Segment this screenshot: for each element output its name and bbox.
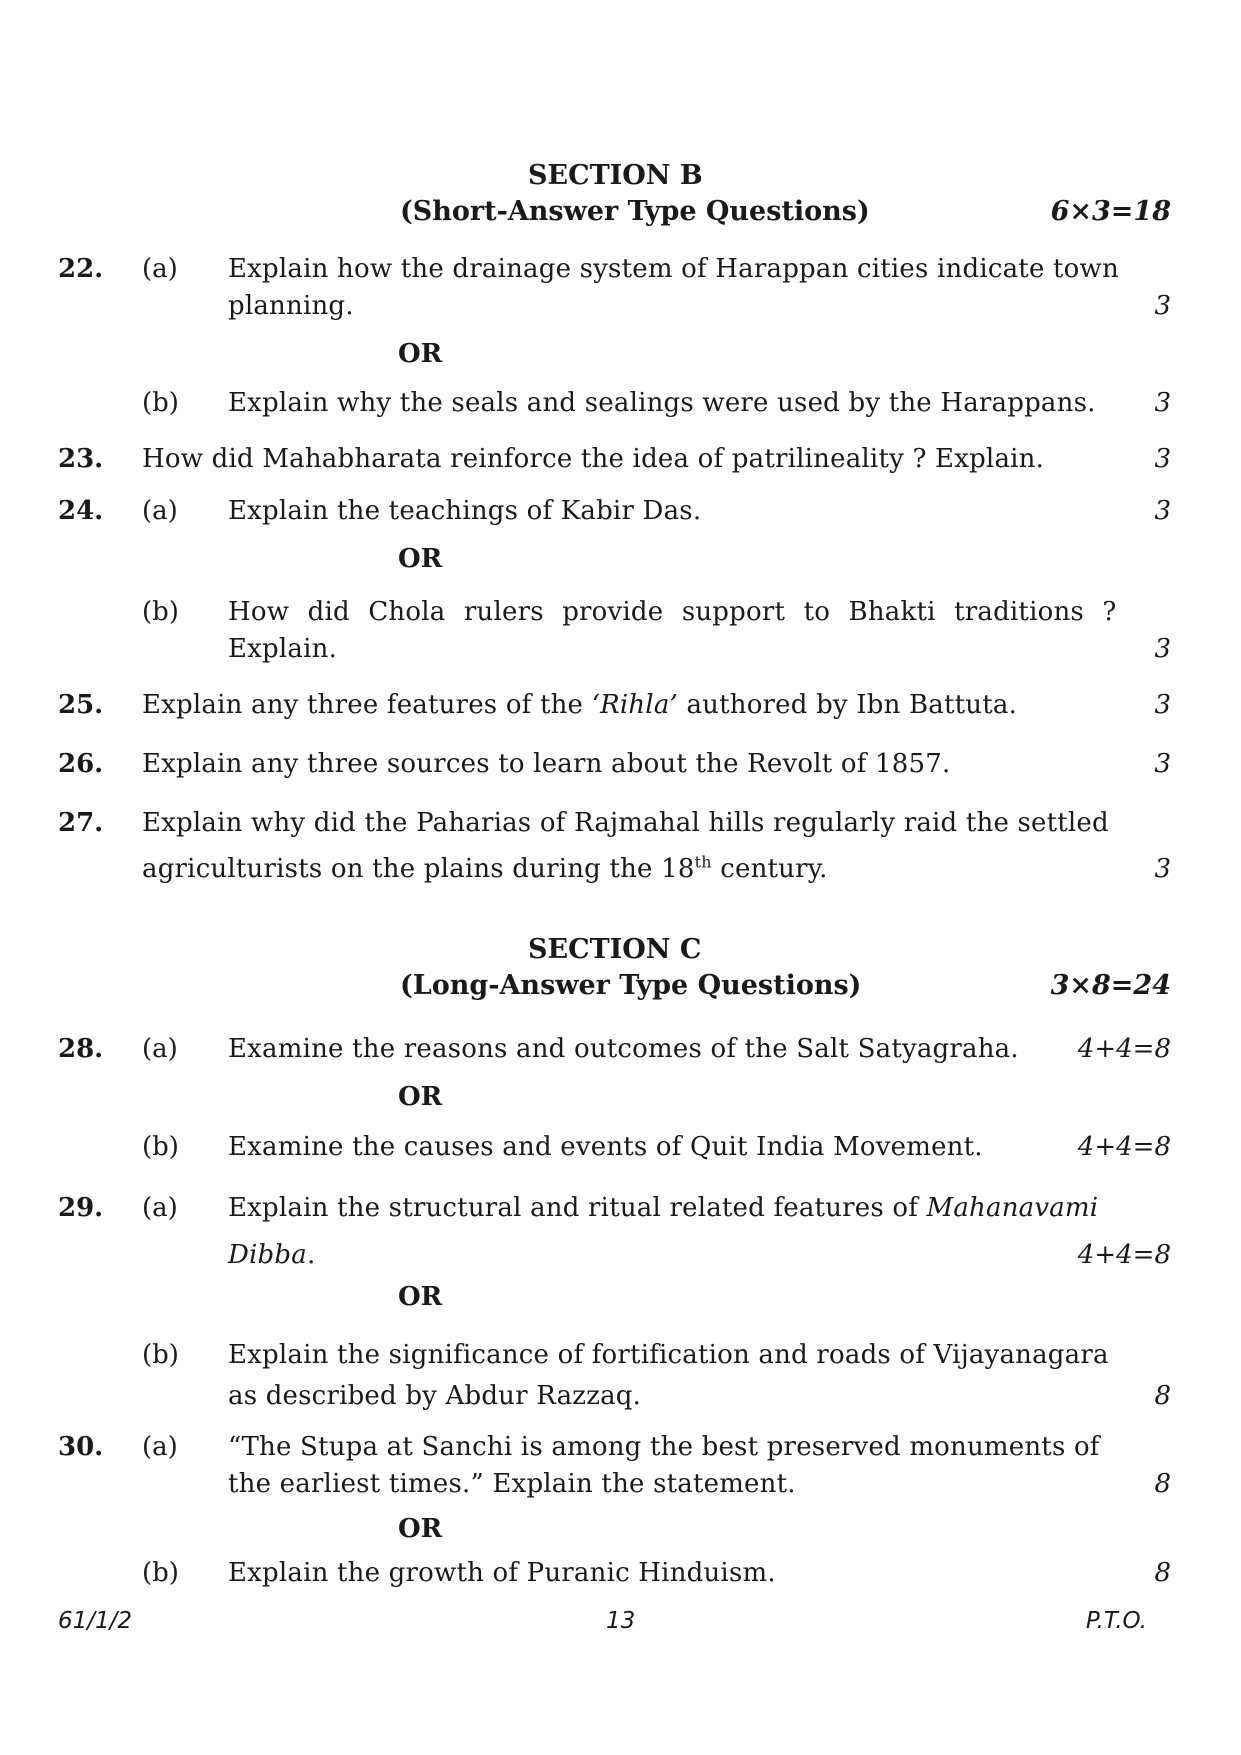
q30-a-marks: 8 bbox=[1154, 1469, 1171, 1499]
q29-a-marks: 4+4=8 bbox=[1077, 1240, 1171, 1270]
q25-marks: 3 bbox=[1154, 690, 1171, 720]
question-number-30: 30. bbox=[58, 1432, 104, 1462]
q27-line1: Explain why did the Paharias of Rajmahal hills regularly raid the settled bbox=[142, 808, 1109, 838]
q25-text bbox=[142, 690, 1017, 720]
section-c-title: SECTION C bbox=[528, 934, 702, 965]
q25-text-before: Explain any three features of the bbox=[142, 690, 592, 720]
question-number-27: 27. bbox=[58, 808, 104, 838]
question-number-23: 23. bbox=[58, 444, 104, 474]
q30-b-marks: 8 bbox=[1154, 1558, 1171, 1588]
q27-line2-before: agriculturists on the plains during the 18 bbox=[142, 854, 695, 884]
q24-b-marks: 3 bbox=[1154, 634, 1171, 664]
question-number-29: 29. bbox=[58, 1193, 104, 1223]
q24-option-b-line2: Explain. bbox=[228, 634, 338, 664]
q29-a-line2-italic: Dibba bbox=[228, 1240, 307, 1270]
q25-text-after: authored by Ibn Battuta. bbox=[678, 690, 1018, 720]
q27-ordinal-suffix: th bbox=[694, 852, 712, 872]
q30-option-b-label: (b) bbox=[142, 1558, 179, 1588]
q26-marks: 3 bbox=[1154, 749, 1171, 779]
q22-option-b-label: (b) bbox=[142, 388, 179, 418]
footer-paper-code: 61/1/2 bbox=[58, 1608, 133, 1634]
question-number-22: 22. bbox=[58, 254, 104, 284]
q22-b-marks: 3 bbox=[1154, 388, 1171, 418]
q30-option-a-label: (a) bbox=[142, 1432, 178, 1462]
q29-option-b-line1: Explain the significance of fortification and roads of Vijayanagara bbox=[228, 1340, 1109, 1370]
q22-or-divider: OR bbox=[398, 339, 443, 369]
question-number-26: 26. bbox=[58, 749, 104, 779]
q27-line2-after: century. bbox=[711, 854, 828, 884]
section-c-subtitle: (Long-Answer Type Questions) bbox=[400, 970, 862, 1001]
q30-option-a-line1: “The Stupa at Sanchi is among the best preserved monuments of bbox=[228, 1432, 1100, 1462]
q28-or-divider: OR bbox=[398, 1082, 443, 1112]
q29-option-a-label: (a) bbox=[142, 1193, 178, 1223]
q23-text: How did Mahabharata reinforce the idea of patrilineality ? Explain. bbox=[142, 444, 1045, 474]
q29-a-line2-after: . bbox=[306, 1240, 316, 1270]
q27-marks: 3 bbox=[1154, 854, 1171, 884]
q28-option-b-text: Examine the causes and events of Quit India Movement. bbox=[228, 1132, 983, 1162]
q29-a-line1-before: Explain the structural and ritual related features of bbox=[228, 1193, 927, 1223]
q22-option-a-line1: Explain how the drainage system of Harappan cities indicate town bbox=[228, 254, 1119, 284]
q24-option-a-label: (a) bbox=[142, 496, 178, 526]
q28-b-marks: 4+4=8 bbox=[1077, 1132, 1171, 1162]
question-number-25: 25. bbox=[58, 690, 104, 720]
footer-pto: P.T.O. bbox=[1085, 1608, 1147, 1634]
q22-a-marks: 3 bbox=[1154, 291, 1171, 321]
question-number-28: 28. bbox=[58, 1034, 104, 1064]
q30-option-b-text: Explain the growth of Puranic Hinduism. bbox=[228, 1558, 776, 1588]
q28-a-marks: 4+4=8 bbox=[1077, 1034, 1171, 1064]
q30-option-a-line2: the earliest times.” Explain the statement. bbox=[228, 1469, 796, 1499]
q23-marks: 3 bbox=[1154, 444, 1171, 474]
q28-option-b-label: (b) bbox=[142, 1132, 179, 1162]
section-b-subtitle: (Short-Answer Type Questions) bbox=[400, 196, 870, 227]
q24-option-a-text: Explain the teachings of Kabir Das. bbox=[228, 496, 702, 526]
q28-option-a-label: (a) bbox=[142, 1034, 178, 1064]
section-b-marks: 6×3=18 bbox=[1050, 196, 1171, 227]
q29-or-divider: OR bbox=[398, 1282, 443, 1312]
q24-option-b-label: (b) bbox=[142, 597, 179, 627]
q29-b-marks: 8 bbox=[1154, 1381, 1171, 1411]
section-c-marks: 3×8=24 bbox=[1050, 970, 1171, 1001]
q24-or-divider: OR bbox=[398, 544, 443, 574]
q30-or-divider: OR bbox=[398, 1514, 443, 1544]
q24-option-b-line1: How did Chola rulers provide support to Bhakti traditions ? bbox=[228, 597, 1117, 627]
question-number-24: 24. bbox=[58, 496, 104, 526]
q29-option-b-label: (b) bbox=[142, 1340, 179, 1370]
q22-option-b-text: Explain why the seals and sealings were used by the Harappans. bbox=[228, 388, 1096, 418]
q29-option-a-line2 bbox=[228, 1240, 315, 1270]
q29-option-b-line2: as described by Abdur Razzaq. bbox=[228, 1381, 642, 1411]
q27-line2 bbox=[142, 854, 828, 884]
q26-text: Explain any three sources to learn about the Revolt of 1857. bbox=[142, 749, 951, 779]
q22-option-a-line2: planning. bbox=[228, 291, 354, 321]
q29-a-line1-italic: Mahanavami bbox=[926, 1193, 1099, 1223]
section-b-title: SECTION B bbox=[528, 160, 703, 191]
q24-a-marks: 3 bbox=[1154, 496, 1171, 526]
q22-option-a-label: (a) bbox=[142, 254, 178, 284]
q28-option-a-text: Examine the reasons and outcomes of the Salt Satyagraha. bbox=[228, 1034, 1019, 1064]
q25-rihla-title: ‘Rihla’ bbox=[591, 690, 678, 720]
q29-option-a-line1 bbox=[228, 1193, 1098, 1223]
footer-page-number: 13 bbox=[606, 1608, 636, 1634]
